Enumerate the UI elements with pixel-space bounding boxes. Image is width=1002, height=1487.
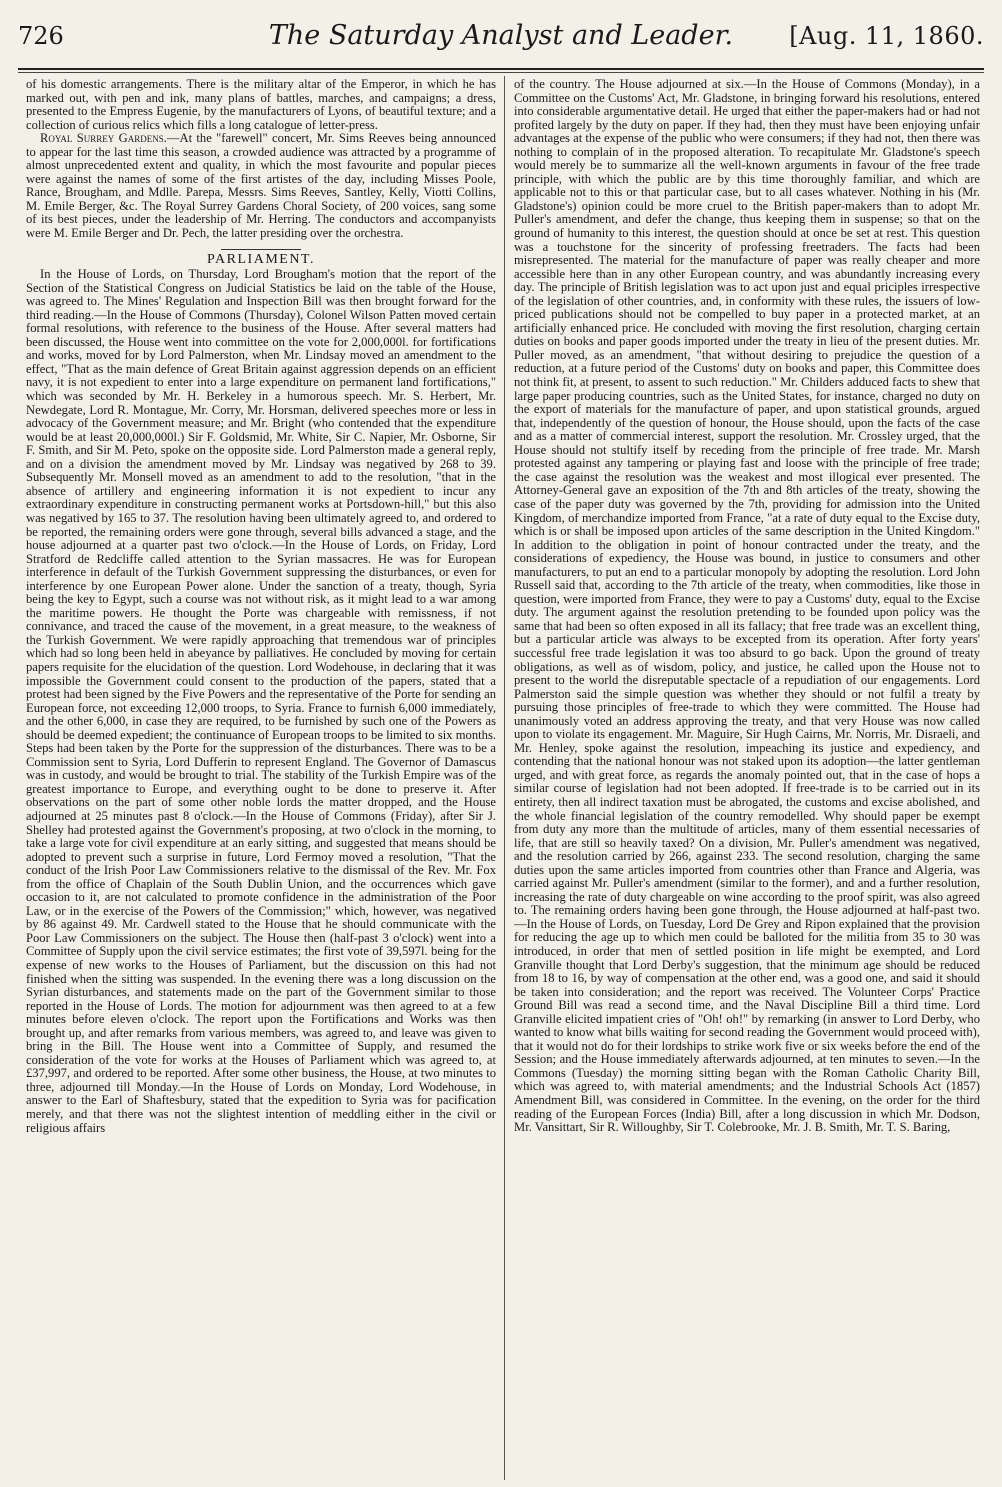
paragraph-parliament-continued: of the country. The House adjourned at six.—In the House of Commons (Monday), in a Committee on the Customs' Act, Mr. Gladstone, in bringing forward his resolutions, entered into considerable argumentative detail. He urged that either the paper-makers had or had not profited largely by the duty on paper. If they had, then they must have been enjoying unfair advantages at the expense of the public who were consumers; if they had not, then there was nothing to complain of in the proposed alteration. To recapitulate Mr. Gladstone's speech would merely be to summarize all the well-known arguments in favour of the free trade principle, with which the public are by this time thoroughly familiar, and which are applicable not to this or that particular case, but to all cases whatever. Nothing in his (Mr. Gladstone's) opinion could be more cruel to the British paper-makers than to adopt Mr. Puller's amendment, and defer the change, thus keeping them in suspense; so that on the ground of humanity to this interest, the question should at once be set at rest. This question was a touchstone for the sincerity of professing freetraders. The facts had been misrepresented. The material for the manufacture of paper was really cheaper and more accessible here than in any other European country, and was abundantly increasing every day. The principle of British legislation was to act upon just and equal priciples irrespective of the legislation of other countries, and, in conformity with these rules, the issuers of low-priced publications should not be compelled to buy paper in a protected market, at an artificially enhanced price. He concluded with moving the first resolution, charging certain duties on books and paper goods imported under the treaty in lieu of the present duties. Mr. Puller moved, as an amendment, "that without desiring to prejudice the question of a reduction, at a future period of the Customs' duty on books and paper, this Committee does not think fit, at present, to assent to such reduction." Mr. Childers adduced facts to shew that large paper producing countries, such as the United States, for instance, charged no duty on the export of materials for the manufacture of paper, and upon statistical grounds, argued that, independently of the question of honour, the House should, upon the facts of the case and as a matter of commercial interest, support the resolution. Mr. Crossley urged, that the House should not stultify itself by receding from the principle of free trade. Mr. Marsh protested against any tampering or playing fast and loose with the principle of free trade; the case against the resolution was the weakest and most illogical ever presented. The Attorney-General gave an exposition of the 7th and 8th articles of the treaty, showing the case of the paper duty was governed by the 7th, providing for admission into the United Kingdom, of merchandize imported from France, "at a rate of duty equal to the Excise duty, which is or shall be imposed upon articles of the same description in the United Kingdom." In addition to the obligation in point of honour contracted under the treaty, and the considerations of expediency, the House was bound, in justice to consumers and other manufacturers, to put an end to a particular monopoly by adopting the resolution. Lord John Russell said that, according to the 7th article of the treaty, when commodities, like those in question, were imported from France, they were to pay a Customs' duty, equal to the Excise duty. The argument against the resolution pretending to be founded upon policy was the same that had been so often exposed in all its fallacy; that free trade was an excellent thing, but a particular article was always to be excepted from its operation. After forty years' successful free trade legislation it was too absurd to go back. Upon the ground of treaty obligations, as well as of wisdom, policy, and justice, he called upon the House not to present to the world the disreputable spectacle of a repudiation of our engagements. Lord Palmerston said the simple question was whether they should or not fulfil a treaty by pursuing those principles of free-trade to which they were committed. The House had unanimously voted an address approving the treaty, and that very House was now called upon to violate its engagement. Mr. Maguire, Sir Hugh Cairns, Mr. Norris, Mr. Disraeli, and Mr. Henley, spoke against the resolution, impeaching its justice and expediency, and contending that the national honour was not staked upon its adoption—the latter gentleman urged, and with great force, as regards the anomaly pointed out, that in the case of hops a similar course of legislation had not been adopted. If free-trade is to be carried out in its entirety, then all indirect taxation must be abrogated, the customs and excise abolished, and the whole financial legislation of the country remodelled. Why should paper be exempt from duty any more than the multitude of articles, many of them essential necessaries of life, that are still so heavily taxed? On a division, Mr. Puller's amendment was negatived, and the resolution carried by 266, against 233. The second resolution, charging the same duties upon the same articles imported from countries other than France and Algeria, was carried against Mr. Puller's amendment (similar to the former), and and a further resolution, increasing the rate of duty chargeable on wine according to the proof spirit, was also agreed to. The remaining orders having been gone through, the House adjourned at half-past two.—In the House of Lords, on Tuesday, Lord De Grey and Ripon explained that the provision for reducing the age up to which men could be balloted for the militia from 35 to 30 was introduced, in order that men of settled position in life might be exempted, and Lord Granville thought that Lord Derby's suggestion, that the minimum age should be reduced from 18 to 16, by way of compensation at the other end, was a good one, and said it should be taken into consideration; and the report was received. The Volunteer Corps' Practice Ground Bill was read a second time, and the Naval Discipline Bill a third time. Lord Granville elicited impatient cries of "Oh! oh!" by remarking (in answer to Lord Derby, who wanted to know what bills waiting for second reading the Government would proceed with), that it would not do for their lordships to strike work five or six weeks before the end of the Session; and the House immediately afterwards adjourned, at ten minutes to seven.—In the Commons (Tuesday) the morning sitting began with the Roman Catholic Charity Bill, which was agreed to, with material amendments; and the Industrial Schools Act (1857) Amendment Bill, was considered in Committee. In the evening, on the order for the third reading of the European Forces (India) Bill, after a long discussion in which Mr. Dodson, Mr. Vansittart, Sir R. Willoughby, Sir T. Colebrooke, Mr. J. B. Smith, Mr. T. S. Baring, <box>514 78 980 1135</box>
right-column <box>514 78 980 1478</box>
paragraph-exhibition: of his domestic arrangements. There is the military altar of the Emperor, in which he has marked out, with pen and ink, many plans of battles, marches, and campaigns; a dress, presented to the Empress Eugenie, by the manufacturers of Lyons, of beautiful texture; and a collection of curious relics which fills a long catalogue of letter-press. <box>26 78 496 132</box>
page-header <box>18 14 984 58</box>
paragraph-lead: Royal Surrey Gardens. <box>40 131 167 146</box>
section-rule <box>221 249 301 250</box>
paragraph-surrey-gardens <box>26 132 496 240</box>
paragraph-body: —At the "farewell" concert, Mr. Sims Reeves being announced to appear for the last time this season, a crowded audience was attracted by a programme of almost unprecedented extent and quality, in which the most favourite and popular pieces were against the names of some of the first artistes of the day, including Misses Poole, Rance, Brougham, and Mdlle. Parepa, Messrs. Sims Reeves, Santley, Kelly, Viotti Collins, M. Emile Berger, &c. The Royal Surrey Gardens Choral Society, of 200 voices, sang some of its best pieces, under the leadership of Mr. Herring. The conductors and accompanyists were M. Emile Berger and Dr. Pech, the latter presiding over the orchestra. <box>26 131 496 241</box>
journal-title: The Saturday Analyst and Leader. <box>268 20 734 51</box>
page-number: 726 <box>18 22 64 50</box>
section-heading <box>26 249 496 267</box>
header-rule-thin <box>18 72 984 73</box>
header-rule <box>18 68 984 70</box>
section-title: PARLIAMENT. <box>207 251 315 267</box>
paragraph-parliament: In the House of Lords, on Thursday, Lord Brougham's motion that the report of the Section of the Statistical Congress on Judicial Statistics be laid on the table of the House, was agreed to. The Mines' Regulation and Inspection Bill was then brought forward for the third reading.—In the House of Commons (Thursday), Colonel Wilson Patten moved certain formal resolutions, with reference to the business of the House. After several matters had been discussed, the House went into committee on the vote for 2,000,000l. for fortifications and works, moved for by Lord Palmerston, when Mr. Lindsay moved an amendment to the effect, "That as the main defence of Great Britain against aggression depends on an efficient navy, it is not expedient to enter into a large expenditure on permanent land fortifications," which was seconded by Mr. H. Berkeley in a humorous speech. Mr. S. Herbert, Mr. Newdegate, Lord R. Montague, Mr. Corry, Mr. Horsman, delivered speeches more or less in advocacy of the Government measure; and Mr. Bright (who contended that the expenditure would be at least 20,000,000l.) Sir F. Goldsmid, Mr. White, Sir C. Napier, Mr. Osborne, Sir F. Smith, and Sir M. Peto, spoke on the opposite side. Lord Palmerston made a general reply, and on a division the amendment moved by Mr. Lindsay was negatived by 268 to 39. Subsequently Mr. Monsell moved as an amendment to add to the resolution, "that in the absence of artillery and engineering information it is not expedient to incur any extraordinary expenditure in constructing permanent works at Portsdown-hill," but this also was negatived by 165 to 37. The resolution having been ultimately agreed to, and ordered to be reported, the remaining orders were gone through, several bills advanced a stage, and the house adjourned at a quarter past two o'clock.—In the House of Lords, on Friday, Lord Stratford de Redcliffe called attention to the Syrian massacres. He was for European interference in default of the Turkish Government suppressing the disturbances, or even for interference by one European Power alone. Under the sanction of a treaty, though, Syria being the key to Egypt, such a course was not without risk, as it might lead to a war among the maritime powers. He thought the Porte was chargeable with remissness, if not connivance, and traced the cause of the movement, in a great measure, to the weakness of the Turkish Government. We were rapidly approaching that tremendous war of principles which had so long been held in abeyance by palliatives. He concluded by moving for certain papers requisite for the elucidation of the question. Lord Wodehouse, in declaring that it was impossible the Government could consent to the production of the papers, stated that a protest had been signed by the Five Powers and the representative of the Porte for sending an European force, not exceeding 12,000 troops, to Syria. France to furnish 6,000 immediately, and the other 6,000, in case they are required, to be furnished by such one of the Powers as should be deemed expedient; the continuance of European troops to be limited to six months. Steps had been taken by the Porte for the suppression of the disturbances. There was to be a Commission sent to Syria, Lord Dufferin to represent England. The Governor of Damascus was in custody, and would be brought to trial. The stability of the Turkish Empire was of the greatest importance to Europe, and everything ought to be done to preserve it. After observations on the part of some other noble lords the matter dropped, and the House adjourned at 25 minutes past 8 o'clock.—In the House of Commons (Friday), after Sir J. Shelley had protested against the Government's proposing, at two o'clock in the morning, to take a large vote for civil expenditure at an early sitting, and suggested that means should be adopted to prevent such a surprise in future, Lord Fermoy moved a resolution, "That the conduct of the Irish Poor Law Commissioners relative to the dismissal of the Rev. Mr. Fox from the office of Chaplain of the South Dublin Union, and the occurrences which gave occasion to it, are not calculated to promote confidence in the administration of the Poor Law, or in the exercise of the Powers of the Commission;" which, however, was negatived by 86 against 49. Mr. Cardwell stated to the House that he should communicate with the Poor Law Commissioners on the subject. The House then (half-past 3 o'clock) went into a Committee of Supply upon the civil service estimates; the first vote of 39,597l. being for the expense of new works to the Houses of Parliament, but the discussion on this had not finished when the sitting was suspended. In the evening there was a long discussion on the Syrian disturbances, and statements made on the part of the Government similar to those reported in the House of Lords. The motion for adjournment was then agreed to at a few minutes before eleven o'clock. The report upon the Fortifications and Works was then brought up, and after remarks from various members, was agreed to, and leave was given to bring in the Bill. The House went into a Committee of Supply, and resumed the consideration of the vote for works at the Houses of Parliament which was agreed to, at £37,997, and ordered to be reported. After some other business, the House, at two minutes to three, adjourned till Monday.—In the House of Lords on Monday, Lord Wodehouse, in answer to the Earl of Shaftesbury, stated that the expedition to Syria was for pacification merely, and that there was not the slightest intention of meddling either in the civil or religious affairs <box>26 267 496 1135</box>
issue-date: [Aug. 11, 1860. <box>789 22 984 50</box>
column-divider <box>504 76 505 1480</box>
left-column <box>26 78 496 1478</box>
